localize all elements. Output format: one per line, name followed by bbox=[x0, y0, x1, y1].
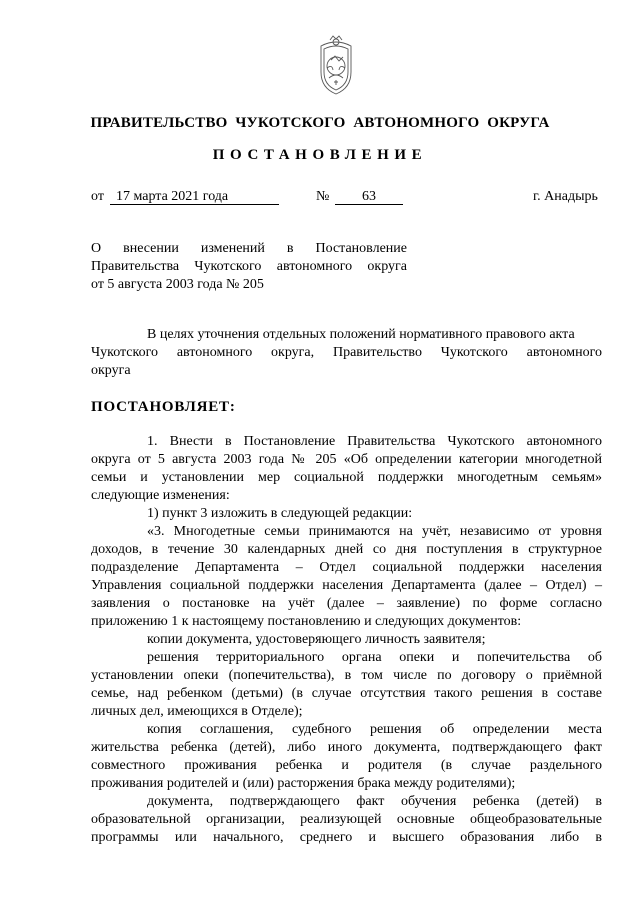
document-date: 17 марта 2021 года bbox=[110, 189, 279, 205]
date-from-label: от bbox=[91, 189, 104, 204]
subject-line: Правительства Чукотского автономного округа bbox=[91, 259, 407, 274]
body-text bbox=[91, 433, 602, 847]
text-line: установлении опеки (попечительства), в том числе по договору о приёмной bbox=[91, 668, 602, 683]
subject-line: от 5 августа 2003 года № 205 bbox=[91, 277, 264, 292]
text-line: 1. Внести в Постановление Правительства Чукотского автономного bbox=[147, 434, 602, 449]
text-line: проживания родителей и (или) расторжения брака между родителями); bbox=[91, 776, 516, 791]
subject-line: О внесении изменений в Постановление bbox=[91, 241, 407, 256]
resolve-heading: ПОСТАНОВЛЯЕТ: bbox=[91, 399, 236, 415]
text-line: копии документа, удостоверяющего личность заявителя; bbox=[147, 632, 486, 647]
text-line: Управления социальной поддержки населения Департамента (далее – Отдел) – bbox=[91, 578, 602, 593]
text-line: совместного проживания ребенка и родителя (в случае раздельного bbox=[91, 758, 602, 773]
government-heading: ПРАВИТЕЛЬСТВО ЧУКОТСКОГО АВТОНОМНОГО ОКРУГА bbox=[90, 115, 550, 131]
text-line: «3. Многодетные семьи принимаются на учёт, независимо от уровня bbox=[147, 524, 602, 539]
text-line: следующие изменения: bbox=[91, 488, 230, 503]
text-line: заявления о постановке на учёт (далее – заявление) по форме согласно bbox=[91, 596, 602, 611]
document-type-title: ПОСТАНОВЛЕНИЕ bbox=[212, 147, 428, 163]
number-field bbox=[335, 189, 403, 205]
document-number: 63 bbox=[335, 189, 403, 205]
text-line: 1) пункт 3 изложить в следующей редакции: bbox=[147, 506, 413, 521]
text-line: копия соглашения, судебного решения об определении места bbox=[147, 722, 602, 737]
text-line: образовательной организации, реализующей основные общеобразовательные bbox=[91, 812, 602, 827]
text-line: В целях уточнения отдельных положений нормативного правового акта bbox=[147, 327, 575, 342]
coat-of-arms-emblem bbox=[313, 32, 359, 104]
text-line: программы или начального, среднего и высшего образования либо в bbox=[91, 830, 602, 845]
document-subject bbox=[91, 240, 407, 294]
preamble-paragraph bbox=[91, 326, 602, 380]
text-line: семье, над ребенком (детьми) (в случае отсутствия такого решения в составе bbox=[91, 686, 602, 701]
text-line: округа от 5 августа 2003 года № 205 «Об определении категории многодетной bbox=[91, 452, 602, 467]
text-line: доходов, в течение 30 календарных дней со дня поступления в структурное bbox=[91, 542, 602, 557]
text-line: округа bbox=[91, 363, 131, 378]
text-line: личных дел, имеющихся в Отделе); bbox=[91, 704, 303, 719]
text-line: приложению 1 к настоящему постановлению и следующих документов: bbox=[91, 614, 522, 629]
date-field bbox=[110, 189, 279, 205]
number-label: № bbox=[316, 189, 330, 204]
place-of-issue: г. Анадырь bbox=[533, 189, 598, 204]
text-line: решения территориального органа опеки и попечительства об bbox=[147, 650, 602, 665]
text-line: документа, подтверждающего факт обучения ребенка (детей) в bbox=[147, 794, 602, 809]
text-line: Чукотского автономного округа, Правительство Чукотского автономного bbox=[91, 345, 602, 360]
text-line: жительства ребенка (детей), либо иного документа, подтверждающего факт bbox=[91, 740, 602, 755]
text-line: подразделение Департамента – Отдел социальной поддержки населения bbox=[91, 560, 602, 575]
text-line: семьи и установлении мер социальной поддержки многодетным семьям» bbox=[91, 470, 602, 485]
